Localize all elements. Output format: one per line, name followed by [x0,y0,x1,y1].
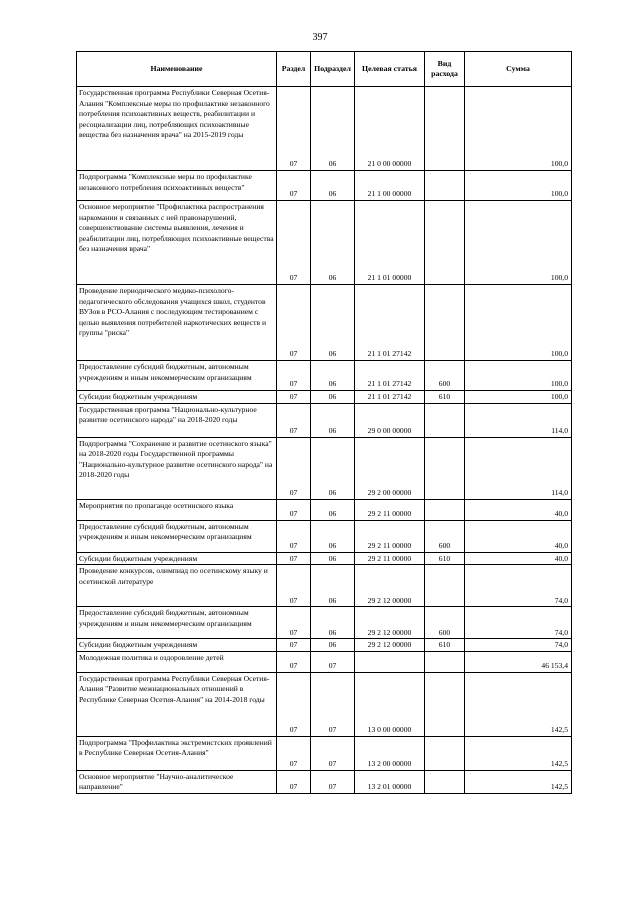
cell-podrazdel: 07 [311,651,355,672]
table-row [77,565,572,607]
cell-name: Проведение периодического медико-психолого-педагогического обследования учащихся школ, студентов ВУЗов в РСО-Алания с последующим тестированием с целью выявления потребителей наркотических веществ и группы "риска" [77,285,277,361]
cell-celevaya: 13 2 01 00000 [355,770,425,793]
cell-summa: 142,5 [465,736,572,770]
cell-razdel: 07 [277,437,311,499]
table-row [77,391,572,404]
cell-summa: 46 153,4 [465,651,572,672]
cell-podrazdel: 06 [311,403,355,437]
cell-podrazdel: 06 [311,201,355,285]
cell-vid [425,651,465,672]
cell-name: Предоставление субсидий бюджетным, автономным учреждениям и иным некоммерческим организациям [77,607,277,639]
cell-summa: 142,5 [465,672,572,736]
cell-summa: 142,5 [465,770,572,793]
cell-summa: 74,0 [465,607,572,639]
table-row [77,607,572,639]
cell-razdel: 07 [277,499,311,520]
cell-name: Государственная программа Республики Северная Осетия-Алания "Комплексные меры по профилактике незаконного потребления психоактивных веществ, реабилитации и ресоциализации лиц, потребляющих психоактивные вещества без назначения врача" на 2015-2019 годы [77,87,277,171]
cell-vid: 600 [425,607,465,639]
cell-celevaya: 29 2 12 00000 [355,565,425,607]
cell-podrazdel: 06 [311,87,355,171]
cell-summa: 100,0 [465,201,572,285]
cell-razdel: 07 [277,639,311,652]
cell-vid [425,87,465,171]
cell-celevaya: 29 2 12 00000 [355,607,425,639]
cell-podrazdel: 06 [311,391,355,404]
cell-name: Субсидии бюджетным учреждениям [77,639,277,652]
cell-celevaya: 21 1 01 27142 [355,285,425,361]
cell-vid [425,403,465,437]
table-row [77,499,572,520]
cell-name: Подпрограмма "Комплексные меры по профилактике незаконного потребления психоактивных веществ" [77,171,277,201]
cell-celevaya: 29 2 11 00000 [355,552,425,565]
header-vid: Вид расхода [425,52,465,87]
cell-summa: 74,0 [465,639,572,652]
cell-razdel: 07 [277,672,311,736]
table-row [77,639,572,652]
cell-vid: 610 [425,552,465,565]
table-row [77,403,572,437]
cell-razdel: 07 [277,361,311,391]
cell-podrazdel: 06 [311,552,355,565]
cell-celevaya: 29 2 11 00000 [355,499,425,520]
table-header [77,52,572,87]
cell-summa: 100,0 [465,361,572,391]
cell-razdel: 07 [277,285,311,361]
cell-celevaya: 29 2 11 00000 [355,520,425,552]
table-row [77,361,572,391]
cell-celevaya [355,651,425,672]
cell-celevaya: 21 0 00 00000 [355,87,425,171]
cell-name: Субсидии бюджетным учреждениям [77,552,277,565]
cell-name: Подпрограмма "Сохранение и развитие осетинского языка" на 2018-2020 годы Государственной программы "Национально-культурное развитие осетинского народа" на 2018-2020 годы [77,437,277,499]
table-row [77,171,572,201]
cell-celevaya: 13 2 00 00000 [355,736,425,770]
cell-razdel: 07 [277,403,311,437]
cell-name: Основное мероприятие "Профилактика распространения наркомании и связанных с ней правонарушений, совершенствование системы выявления, лечения и реабилитации лиц, потребляющих психоактивные вещества без назначения врача" [77,201,277,285]
cell-razdel: 07 [277,520,311,552]
cell-celevaya: 21 1 01 00000 [355,201,425,285]
cell-podrazdel: 07 [311,672,355,736]
cell-vid [425,672,465,736]
cell-podrazdel: 06 [311,437,355,499]
table-row [77,770,572,793]
cell-name: Мероприятия по пропаганде осетинского языка [77,499,277,520]
cell-vid [425,437,465,499]
cell-podrazdel: 06 [311,607,355,639]
cell-vid: 610 [425,391,465,404]
table-row [77,672,572,736]
table-row [77,285,572,361]
cell-vid [425,736,465,770]
cell-razdel: 07 [277,552,311,565]
table-row [77,552,572,565]
cell-vid [425,171,465,201]
cell-razdel: 07 [277,565,311,607]
cell-podrazdel: 06 [311,171,355,201]
cell-name: Предоставление субсидий бюджетным, автономным учреждениям и иным некоммерческим организациям [77,361,277,391]
cell-summa: 74,0 [465,565,572,607]
cell-podrazdel: 07 [311,770,355,793]
cell-podrazdel: 06 [311,639,355,652]
cell-razdel: 07 [277,171,311,201]
cell-podrazdel: 06 [311,499,355,520]
cell-razdel: 07 [277,736,311,770]
cell-summa: 114,0 [465,437,572,499]
cell-name: Субсидии бюджетным учреждениям [77,391,277,404]
cell-vid [425,499,465,520]
cell-podrazdel: 06 [311,565,355,607]
cell-name: Подпрограмма "Профилактика экстремистских проявлений в Республике Северная Осетия-Алания" [77,736,277,770]
cell-summa: 100,0 [465,171,572,201]
cell-name: Государственная программа "Национально-культурное развитие осетинского народа" на 2018-2020 годы [77,403,277,437]
cell-podrazdel: 06 [311,361,355,391]
budget-table [76,51,572,794]
cell-celevaya: 21 1 01 27142 [355,361,425,391]
cell-vid [425,285,465,361]
table-body [77,87,572,794]
cell-podrazdel: 06 [311,520,355,552]
cell-name: Государственная программа Республики Северная Осетия-Алания "Развитие межнациональных отношений в Республике Северная Осетия-Алания" на 2014-2018 годы [77,672,277,736]
cell-vid [425,770,465,793]
cell-razdel: 07 [277,201,311,285]
cell-podrazdel: 06 [311,285,355,361]
page-number: 397 [312,32,328,43]
cell-name: Основное мероприятие "Научно-аналитическое направление" [77,770,277,793]
table-row [77,201,572,285]
cell-vid: 600 [425,361,465,391]
cell-razdel: 07 [277,770,311,793]
cell-celevaya: 13 0 00 00000 [355,672,425,736]
header-name: Наименование [77,52,277,87]
cell-celevaya: 29 0 00 00000 [355,403,425,437]
cell-summa: 114,0 [465,403,572,437]
header-razdel: Раздел [277,52,311,87]
table-row [77,520,572,552]
cell-razdel: 07 [277,651,311,672]
table-row [77,87,572,171]
cell-celevaya: 29 2 00 00000 [355,437,425,499]
cell-summa: 40,0 [465,552,572,565]
cell-celevaya: 21 1 00 00000 [355,171,425,201]
cell-celevaya: 21 1 01 27142 [355,391,425,404]
cell-summa: 40,0 [465,520,572,552]
cell-celevaya: 29 2 12 00000 [355,639,425,652]
cell-summa: 40,0 [465,499,572,520]
cell-vid [425,565,465,607]
header-podrazdel: Подраздел [311,52,355,87]
cell-summa: 100,0 [465,285,572,361]
table-row [77,736,572,770]
cell-razdel: 07 [277,607,311,639]
cell-name: Молодежная политика и оздоровление детей [77,651,277,672]
table-row [77,651,572,672]
cell-summa: 100,0 [465,391,572,404]
cell-vid: 610 [425,639,465,652]
cell-vid [425,201,465,285]
cell-podrazdel: 07 [311,736,355,770]
cell-name: Предоставление субсидий бюджетным, автономным учреждениям и иным некоммерческим организациям [77,520,277,552]
cell-name: Проведение конкурсов, олимпиад по осетинскому языку и осетинской литературе [77,565,277,607]
cell-razdel: 07 [277,391,311,404]
cell-summa: 100,0 [465,87,572,171]
cell-razdel: 07 [277,87,311,171]
header-summa: Сумма [465,52,572,87]
cell-vid: 600 [425,520,465,552]
table-row [77,437,572,499]
header-celevaya: Целевая статья [355,52,425,87]
